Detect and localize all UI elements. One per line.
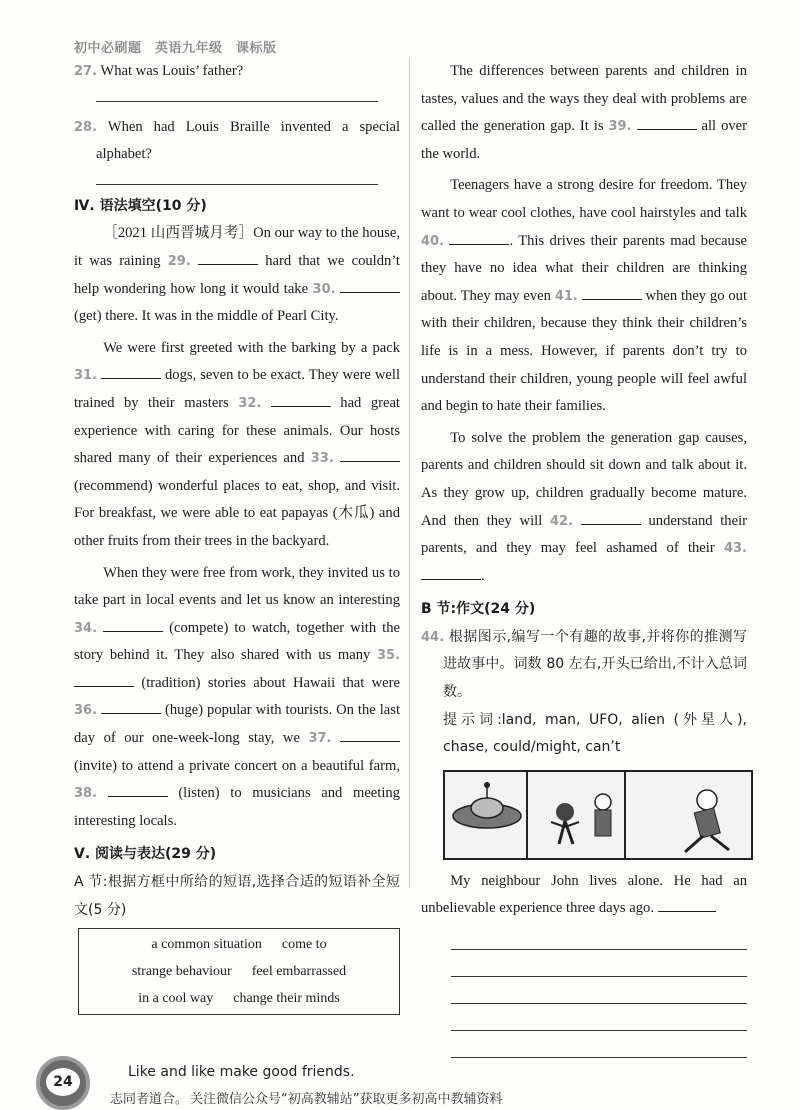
story-blank[interactable]: [658, 897, 716, 912]
blank-41[interactable]: [582, 285, 642, 300]
part-b-title: B 节:作文(24 分): [421, 601, 536, 618]
phrase: feel embarrassed: [251, 964, 347, 980]
blank-42[interactable]: [581, 510, 641, 525]
phrase-box: [78, 928, 400, 1015]
writing-line[interactable]: [451, 923, 747, 950]
phrase: in a cool way: [138, 991, 214, 1007]
blank-30[interactable]: [340, 278, 400, 293]
footer-note-left: 志同者道合。: [110, 1092, 189, 1107]
blank-35[interactable]: [74, 672, 134, 687]
writing-line[interactable]: [451, 977, 747, 1004]
question-28: 28. When had Louis Braille invented a special alphabet?: [74, 118, 401, 163]
section-4-title: Ⅳ. 语法填空(10 分): [74, 197, 207, 214]
hint-words: 提示词:land, man, UFO, alien (外星人), chase, could/might, can’t: [443, 711, 747, 756]
blank-36[interactable]: [101, 699, 161, 714]
blank-37[interactable]: [340, 727, 400, 742]
footer-note-right: 关注微信公众号“初高教辅站”获取更多初高中教辅资料: [190, 1092, 503, 1107]
story-beginning: My neighbour John lives alone. He had an unbelievable experience three days ago.: [421, 872, 747, 917]
reading-paragraph-2: Teenagers have a strong desire for freedom. They want to wear cool clothes, have cool hairstyles and talk 40. . This drives their parents mad because they have no idea what their children are thinking about. They may even 41. when they go out with their children, because they think their children’s life is in a mess. However, if parents don’t try to understand their children, young people will feel awful and begin to hate their families.: [421, 177, 748, 415]
phrase: strange behaviour: [131, 964, 232, 980]
comic-illustration: [443, 770, 753, 860]
grammar-paragraph-3: When they were free from work, they invited us to take part in local events and let us know an interesting 34. (compete) to watch, together with the story behind it. They also shared with us many 35. (tradition) stories about Hawaii that were 36. (huge) popular with tourists. On the last day of our one-week-long stay, we 37. (invite) to attend a private concert on a beautiful farm, 38. (listen) to musicians and meeting interesting locals.: [74, 564, 401, 829]
part-a-instruction: A 节:根据方框中所给的短语,选择合适的短语补全短文(5 分): [74, 874, 400, 918]
reading-paragraph-1: The differences between parents and children in tastes, values and the ways they deal with problems are called the generation gap. It is 39. all over the world.: [421, 63, 747, 162]
blank-34[interactable]: [103, 617, 163, 632]
left-column: [74, 58, 400, 1015]
blank-31[interactable]: [101, 364, 161, 379]
answer-line-27[interactable]: [96, 100, 378, 102]
page-number: 24: [46, 1068, 80, 1096]
writing-line[interactable]: [451, 950, 747, 977]
phrase: a common situation: [151, 937, 262, 953]
blank-29[interactable]: [198, 250, 258, 265]
grammar-paragraph-1: ［2021 山西晋城月考］On our way to the house, it was raining 29. hard that we couldn’t help wondering how long it would take 30. (get) there. It was in the middle of Pearl City.: [74, 225, 400, 325]
ufo-chase-comic: [445, 772, 751, 858]
footer-motto: Like and like make good friends.: [128, 1064, 355, 1080]
blank-33[interactable]: [340, 447, 400, 462]
phrase: change their minds: [233, 991, 340, 1007]
right-column: [421, 58, 747, 1058]
blank-43[interactable]: [421, 565, 481, 580]
blank-38[interactable]: [108, 782, 168, 797]
answer-line-28[interactable]: [96, 183, 378, 185]
column-divider: [409, 58, 410, 888]
grammar-paragraph-2: We were first greeted with the barking by a pack 31. dogs, seven to be exact. They were well trained by their masters 32. had great experience with caring for these animals. Our hosts shared many of their experiences and 33. (recommend) wonderful places to eat, shop, and visit. For breakfast, we were able to eat papayas (木瓜) and other fruits from their trees in the backyard.: [74, 339, 401, 549]
section-5-title: Ⅴ. 阅读与表达(29 分): [74, 846, 217, 863]
reading-paragraph-3: To solve the problem the generation gap causes, parents and children should sit down and talk about it. As they grow up, children gradually become mature. And then they will 42. understand their parents, and they may feel ashamed of their 43. .: [421, 429, 747, 584]
blank-32[interactable]: [271, 392, 331, 407]
writing-line[interactable]: [451, 1004, 747, 1031]
page-header: 初中必刷题 英语九年级 课标版: [74, 41, 277, 56]
page-footer: [0, 1040, 800, 1110]
question-44: 44. 根据图示,编写一个有趣的故事,并将你的推测写进故事中。词数 80 左右,开头已给出,不计入总词数。: [421, 628, 747, 701]
blank-39[interactable]: [637, 115, 697, 130]
blank-40[interactable]: [449, 230, 509, 245]
phrase: come to: [281, 937, 327, 953]
question-27: 27. What was Louis’ father?: [74, 63, 244, 79]
